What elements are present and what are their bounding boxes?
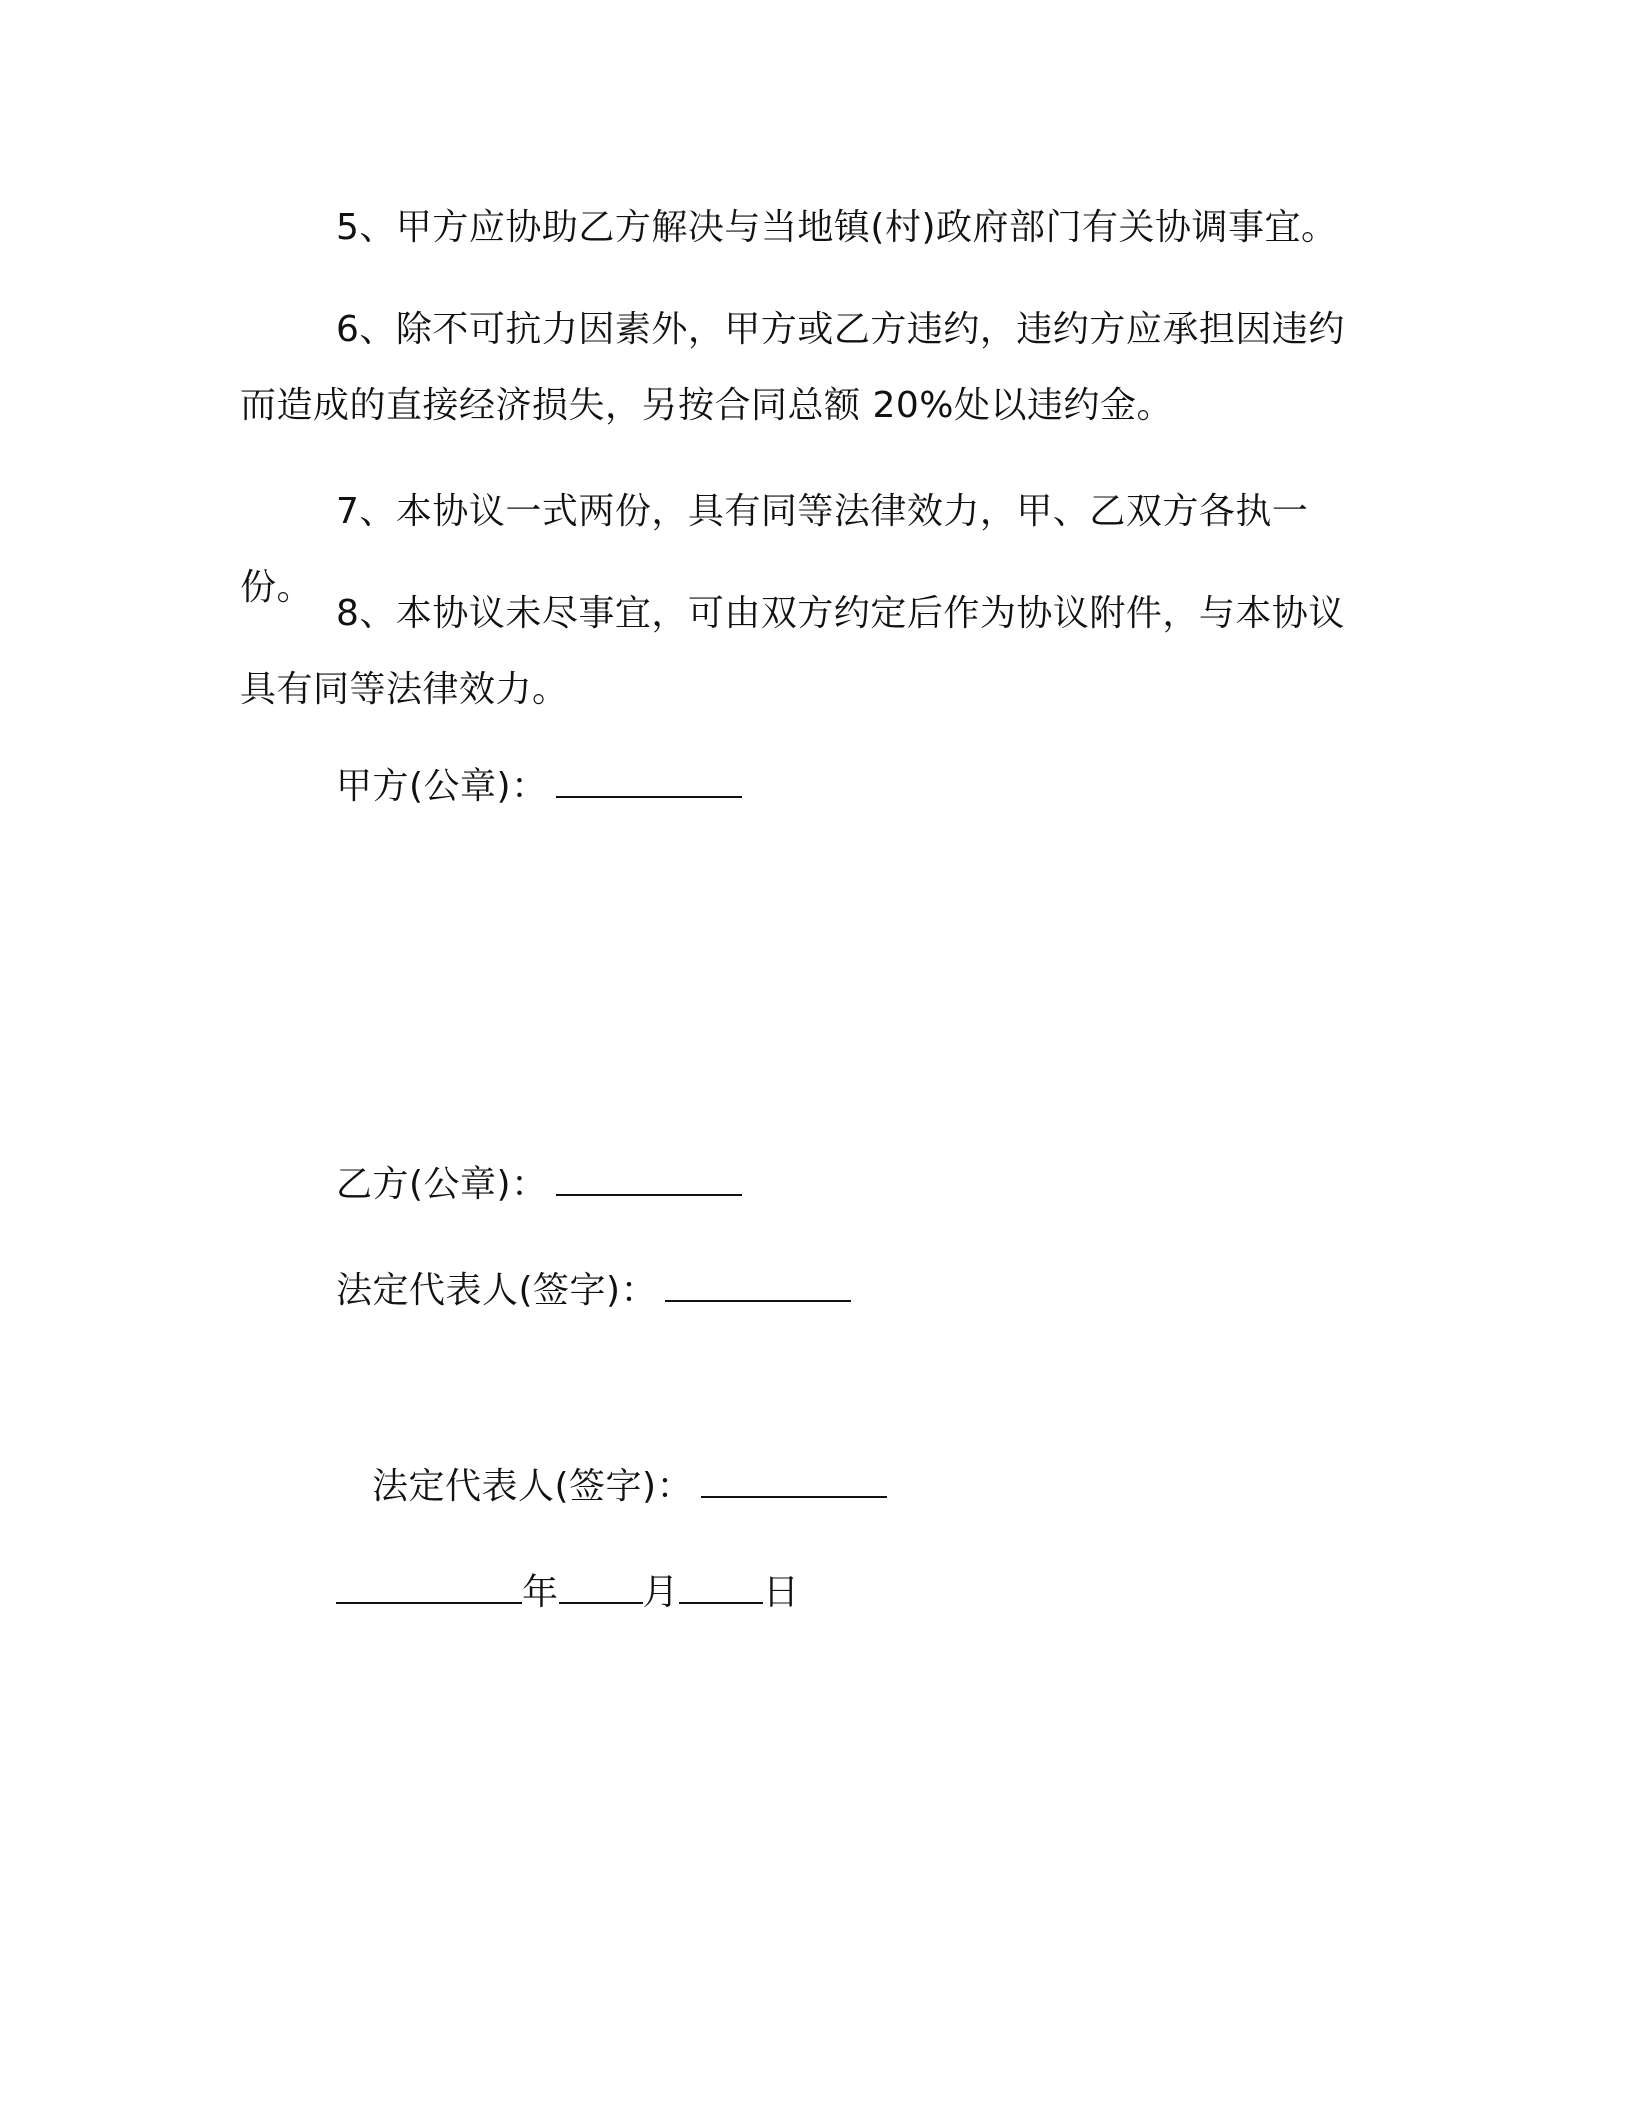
legal-rep-line-2 [372,1462,887,1511]
month-label: 月 [642,1572,680,1613]
month-blank[interactable] [559,1568,643,1604]
party-b-seal-blank[interactable] [556,1160,742,1196]
clause-7: 7、本协议一式两份，具有同等法律效力，甲、乙双方各执一份。 [240,491,1309,608]
clause-6: 6、除不可抗力因素外，甲方或乙方违约，违约方应承担因违约而造成的直接经济损失，另按合同总额 20%处以违约金。 [240,309,1345,426]
party-b-seal-line [336,1160,742,1209]
year-label: 年 [522,1572,559,1613]
legal-rep-blank-1[interactable] [665,1266,851,1302]
legal-rep-line-1 [336,1266,851,1315]
party-a-seal-line [336,762,742,811]
day-blank[interactable] [679,1568,763,1604]
legal-rep-blank-2[interactable] [701,1462,887,1498]
clause-5: 5、甲方应协助乙方解决与当地镇(村)政府部门有关协调事宜。 [336,207,1338,248]
day-label: 日 [763,1572,800,1613]
clause-8: 8、本协议未尽事宜，可由双方约定后作为协议附件，与本协议具有同等法律效力。 [240,593,1345,710]
party-a-seal-label: 甲方(公章)： [336,766,548,807]
legal-rep-label-2: 法定代表人(签字)： [372,1466,694,1507]
date-line [336,1568,800,1617]
party-a-seal-blank[interactable] [556,762,742,798]
party-b-seal-label: 乙方(公章)： [336,1164,548,1205]
legal-rep-label-1: 法定代表人(签字)： [336,1270,658,1311]
year-blank[interactable] [336,1568,522,1604]
